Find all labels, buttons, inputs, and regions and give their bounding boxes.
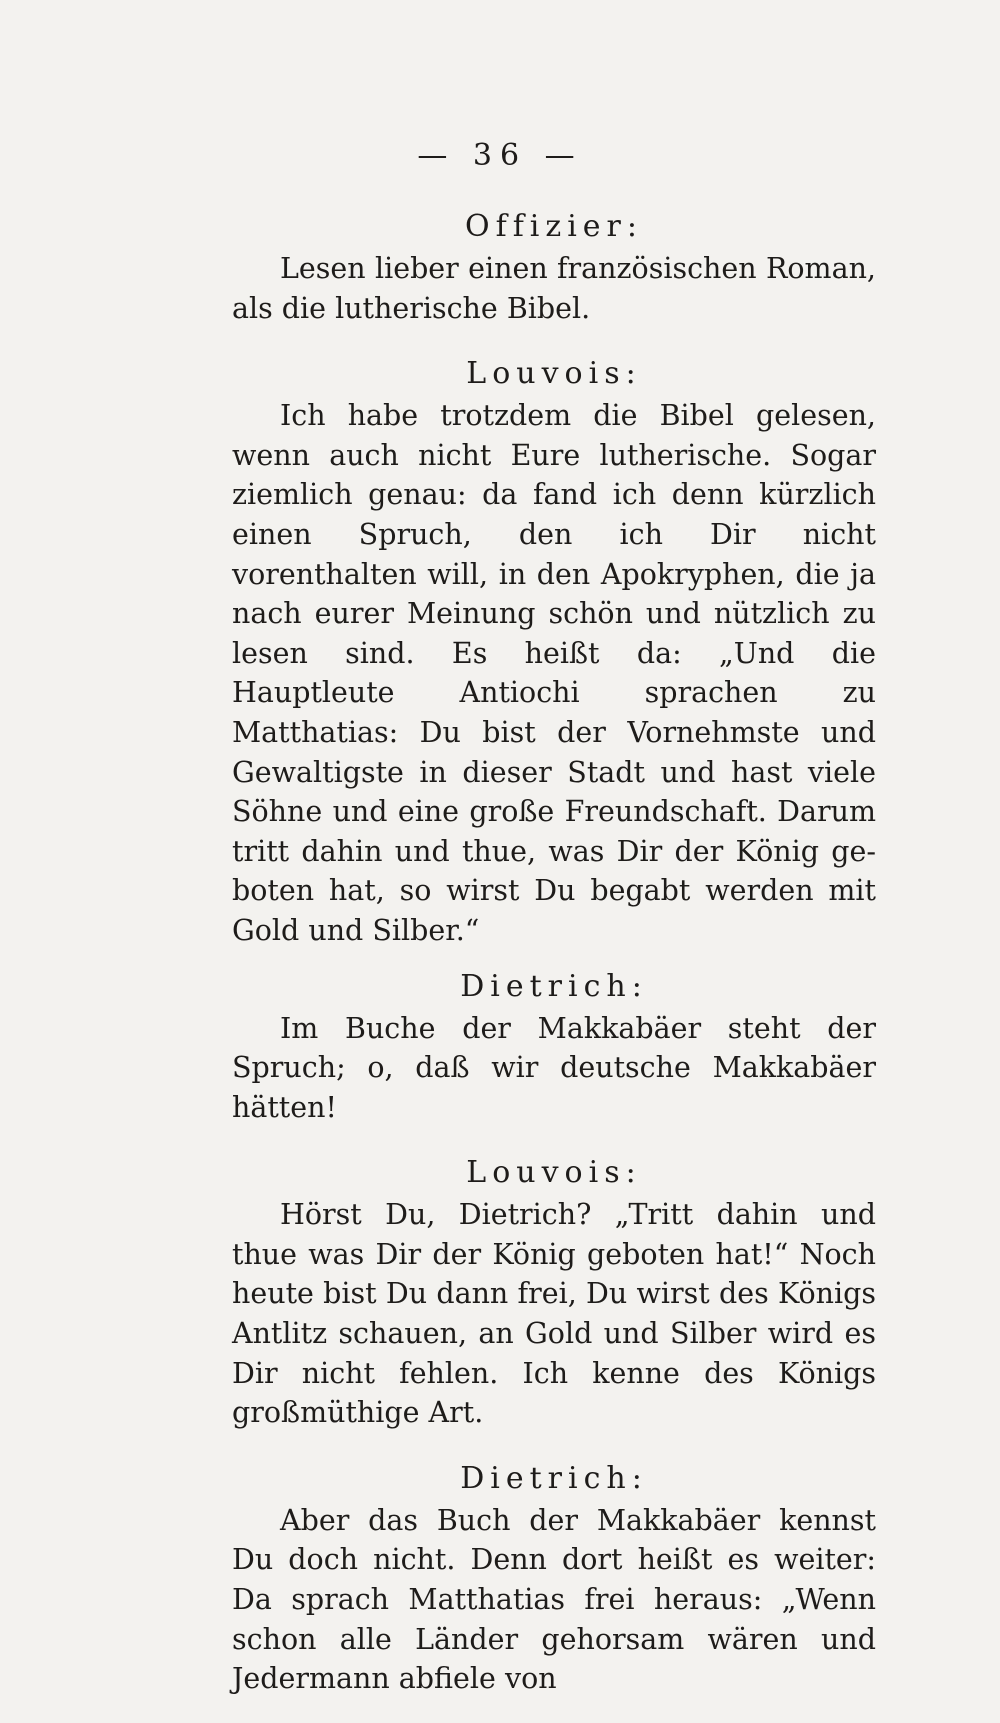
page-number: — 36 —	[417, 138, 583, 173]
speech-paragraph: Im Buche der Makkabäer steht der Spruch; o, daß wir deutsche Makkabäer hätten!	[232, 1011, 876, 1124]
speaker-name: Louvois:	[466, 356, 642, 392]
speaker-name: Louvois:	[466, 1155, 642, 1191]
speech-paragraph: Aber das Buch der Makkabäer kennst Du doch nicht. Denn dort heißt es weiter: Da sprach Matthatias frei heraus: „Wenn schon alle Länder gehorsam wären und Jedermann abfiele von	[232, 1503, 876, 1696]
dialogue-text	[232, 205, 876, 1723]
speech-paragraph: Ich habe trotzdem die Bibel gelesen, wenn auch nicht Eure lutherische. Sogar ziemlich genau: da fand ich denn kürzlich einen Spruch, den ich Dir nicht vorenthalten will, in den Apokryphen, die ja nach eurer Meinung schön und nützlich zu lesen sind. Es heißt da: „Und die Hauptleute Antiochi sprachen zu Matthatias: Du bist der Vornehmste und Gewaltigste in dieser Stadt und hast viele Söhne und eine große Freundschaft. Darum tritt dahin und thue, was Dir der König geboten hat, so wirst Du begabt werden mit Gold und Silber.“	[232, 399, 876, 947]
speaker-name: Offizier:	[465, 209, 643, 244]
speech-paragraph: Hörst Du, Dietrich? „Tritt dahin und thue was Dir der König geboten hat!“ Noch heute bist Du dann frei, Du wirst des Königs Antlitz schauen, an Gold und Silber wird es Dir nicht fehlen. Ich kenne des Königs großmüthige Art.	[232, 1198, 876, 1430]
speaker-name: Dietrich:	[460, 968, 648, 1004]
speech-paragraph: Lesen lieber einen französischen Roman, als die lutherische Bibel.	[232, 252, 876, 325]
speaker-name: Dietrich:	[460, 1460, 648, 1496]
